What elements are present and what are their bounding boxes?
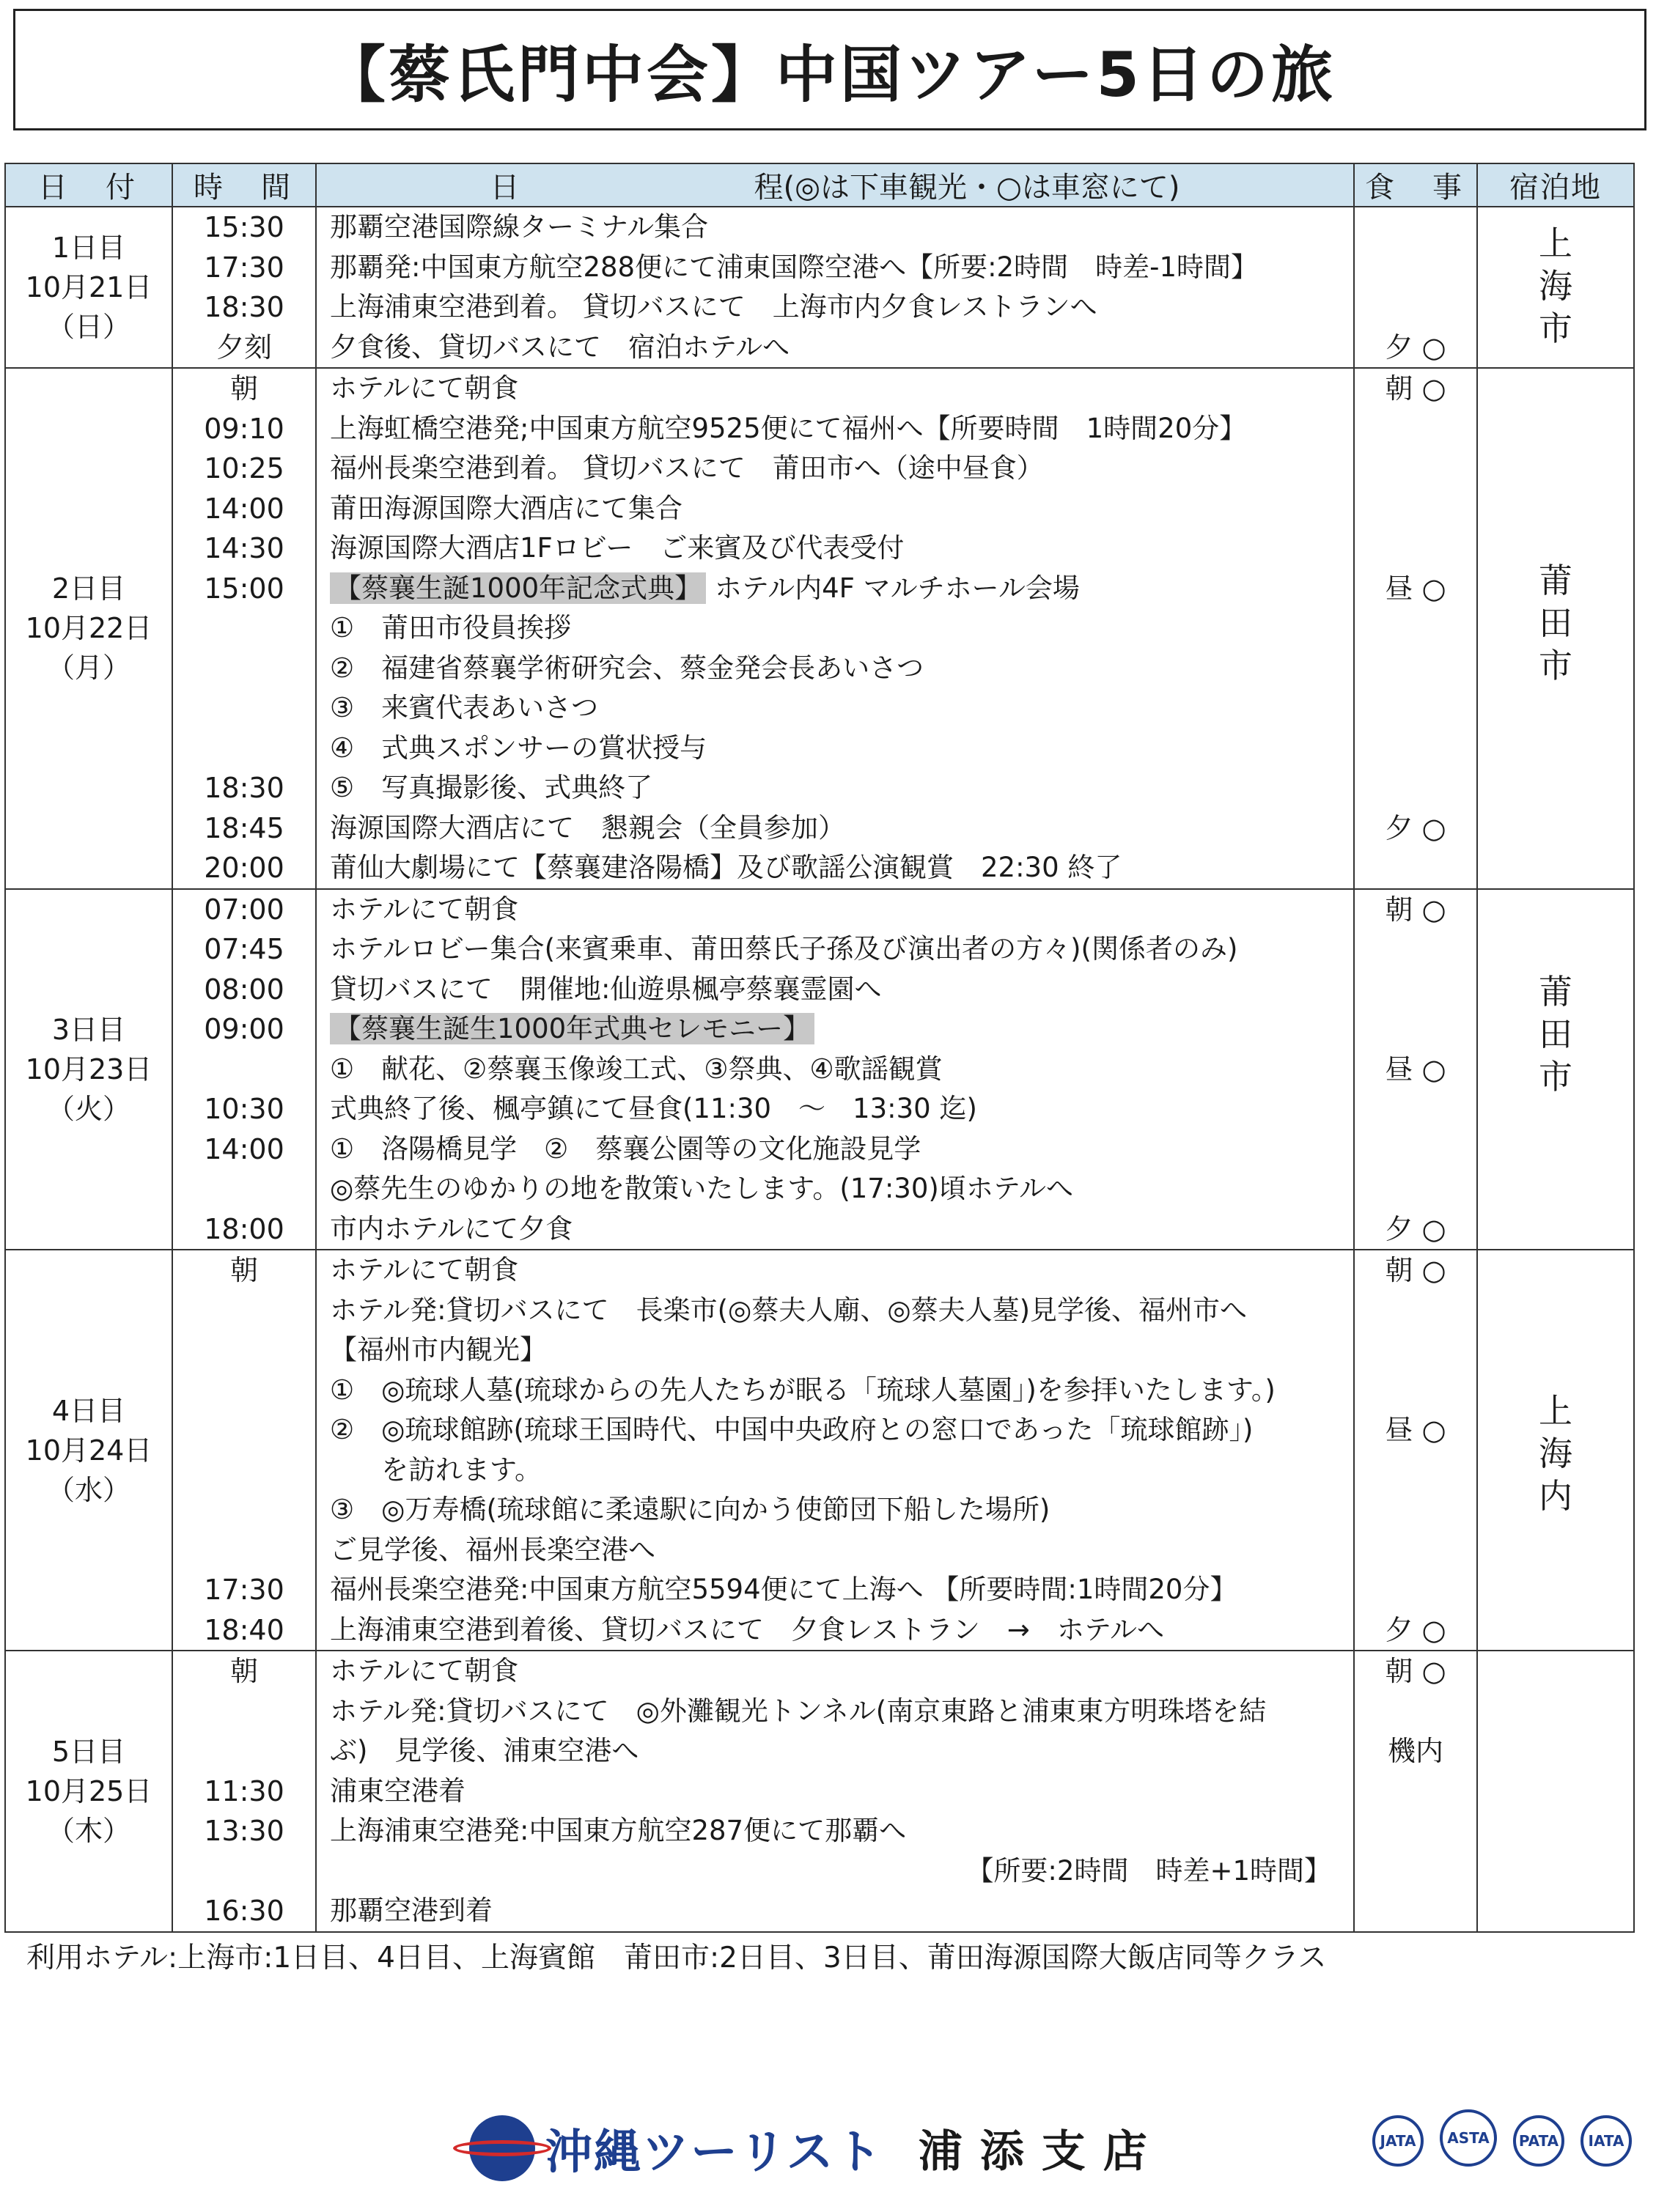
time-cell (172, 368, 316, 889)
day-day: 1日目 (51, 232, 126, 264)
title-box (13, 9, 1646, 130)
day-row (5, 1250, 1634, 1651)
lodging-cell (1477, 1651, 1634, 1932)
meal-entry (1355, 1490, 1476, 1530)
schedule-line: ホテルにて朝食 (330, 1254, 519, 1286)
schedule-line: ホテル発:貸切バスにて 長楽市(◎蔡夫人廟、◎蔡夫人墓)見学後、福州市へ (330, 1294, 1248, 1326)
lodging-cell (1477, 207, 1634, 368)
meal-entry: 夕 ○ (1385, 1212, 1446, 1245)
time-entry: 朝 (229, 1655, 258, 1687)
day-date-cell (5, 207, 172, 368)
time-entry (173, 1050, 315, 1090)
schedule-line: 福州長楽空港到着。 貸切バスにて 莆田市へ（途中昼食） (330, 452, 1044, 484)
meal-entry (1355, 1570, 1476, 1610)
schedule-line: 式典終了後、楓亭鎮にて昼食(11:30 ～ 13:30 迄) (330, 1093, 977, 1124)
time-entry: 10:30 (204, 1093, 284, 1125)
schedule-line: 浦東空港着 (330, 1774, 465, 1807)
meal-entry (1355, 688, 1476, 729)
iata-badge-icon: IATA (1580, 2115, 1632, 2167)
meal-entry (1355, 1891, 1476, 1931)
day-weekday: （火） (46, 1092, 130, 1125)
time-cell (172, 889, 316, 1250)
hotel-note: 利用ホテル:上海市:1日目、4日目、上海賓館 莆田市:2日目、3日目、莆田海源国際大飯店同等クラス (26, 1942, 1327, 1975)
meal-entry (1355, 1772, 1476, 1812)
time-entry (173, 1169, 315, 1209)
schedule-line: ホテルロビー集合(来賓乗車、莆田蔡氏子孫及び演出者の方々)(関係者のみ) (330, 933, 1238, 965)
lodging-name: 上海市 (1539, 224, 1572, 348)
schedule-cell (316, 207, 1354, 368)
lodging-cell (1477, 368, 1634, 889)
time-entry (173, 1731, 315, 1772)
lodging-cell (1477, 1250, 1634, 1651)
schedule-line: ご見学後、福州長楽空港へ (330, 1533, 655, 1566)
time-entry: 07:45 (204, 933, 284, 965)
event-venue: ホテル内4F マルチホール会場 (706, 572, 1080, 604)
lodging-name: 莆田市 (1539, 971, 1572, 1096)
lodging-cell (1477, 889, 1634, 1250)
meal-entry (1355, 248, 1476, 288)
time-entry (173, 1692, 315, 1732)
schedule-line: ① ◎琉球人墓(琉球からの先人たちが眠る「琉球人墓園」)を参拝いたします。) (330, 1374, 1276, 1406)
time-entry: 14:30 (204, 532, 284, 564)
day-row (5, 889, 1634, 1250)
meal-entry: 機内 (1387, 1735, 1443, 1767)
association-badges (1372, 2109, 1632, 2167)
time-entry: 10:25 (204, 452, 284, 484)
time-entry (173, 1371, 315, 1411)
day-date: 10月25日 (25, 1774, 152, 1807)
day-row (5, 1651, 1634, 1932)
schedule-cell (316, 1651, 1354, 1932)
time-entry: 09:10 (204, 412, 284, 445)
schedule-line: 【所要:2時間 時差+1時間】 (966, 1854, 1331, 1887)
time-entry (173, 608, 315, 649)
meal-entry (1355, 729, 1476, 769)
branch-name: 浦添支店 (918, 2126, 1165, 2178)
time-entry: 夕刻 (216, 331, 272, 364)
meal-entry (1355, 970, 1476, 1010)
asta-badge-icon: ASTA (1440, 2109, 1497, 2167)
header-schedule: 日 程(◎は下車観光・○は車窓にて) (316, 163, 1354, 207)
header-time: 時 間 (172, 163, 316, 207)
meal-entry (1355, 1089, 1476, 1129)
meal-entry (1355, 207, 1476, 248)
time-cell (172, 1651, 316, 1932)
meal-entry (1355, 528, 1476, 569)
company-name: 沖縄ツーリスト (545, 2126, 883, 2180)
meal-entry: 夕 ○ (1385, 811, 1446, 844)
schedule-line (330, 569, 1353, 609)
day-date-cell (5, 889, 172, 1250)
schedule-line: ⑤ 写真撮影後、式典終了 (330, 772, 653, 803)
highlighted-event: 【蔡襄生誕1000年記念式典】 (330, 572, 706, 604)
day-weekday: （日） (46, 311, 130, 343)
day-weekday: （木） (46, 1814, 130, 1847)
day-date: 10月23日 (25, 1052, 152, 1085)
time-entry (173, 1410, 315, 1450)
meal-entry: 朝 ○ (1385, 893, 1446, 926)
meal-entry (1355, 489, 1476, 529)
schedule-line: ホテル発:貸切バスにて ◎外灘観光トンネル(南京東路と浦東東方明珠塔を結 (330, 1695, 1267, 1727)
schedule-line: 上海浦東空港到着後、貸切バスにて 夕食レストラン → ホテルへ (330, 1613, 1165, 1645)
schedule-line: 貸切バスにて 開催地:仙遊県楓亭蔡襄霊園へ (330, 973, 882, 1005)
meal-entry: 朝 ○ (1385, 1254, 1446, 1286)
time-entry (173, 688, 315, 729)
schedule-line: 莆田海源国際大酒店にて集合 (330, 492, 682, 524)
day-date-cell (5, 1651, 172, 1932)
pata-badge-icon: PATA (1513, 2115, 1564, 2167)
schedule-line: ホテルにて朝食 (330, 372, 519, 404)
meal-entry (1355, 649, 1476, 689)
schedule-line: 上海虹橋空港発;中国東方航空9525便にて福州へ【所要時間 1時間20分】 (330, 412, 1247, 444)
day-date-cell (5, 1250, 172, 1651)
meal-entry: 朝 ○ (1385, 1655, 1446, 1687)
day-date-cell (5, 368, 172, 889)
meal-cell (1354, 1651, 1477, 1932)
time-entry: 15:00 (204, 572, 284, 605)
lodging-name: 莆田市 (1539, 561, 1572, 685)
time-entry (173, 1851, 315, 1892)
meal-entry (1355, 1692, 1476, 1732)
day-weekday: （月） (46, 652, 130, 685)
schedule-line: ホテルにて朝食 (330, 893, 519, 925)
meal-entry (1355, 287, 1476, 328)
day-day: 5日目 (51, 1735, 126, 1768)
schedule-line: 那覇発:中国東方航空288便にて浦東国際空港へ【所要:2時間 時差-1時間】 (330, 251, 1258, 283)
time-entry: 朝 (229, 1254, 258, 1286)
meal-entry (1355, 1371, 1476, 1411)
schedule-line: ① 献花、②蔡襄玉像竣工式、③祭典、④歌謡観賞 (330, 1052, 943, 1085)
schedule-line: 那覇空港国際線ターミナル集合 (330, 211, 709, 243)
schedule-line: 那覇空港到着 (330, 1895, 493, 1926)
meal-entry (1355, 1330, 1476, 1371)
meal-entry: 昼 ○ (1385, 572, 1446, 605)
schedule-cell (316, 368, 1354, 889)
time-cell (172, 207, 316, 368)
schedule-line: ◎蔡先生のゆかりの地を散策いたします。(17:30)頃ホテルへ (330, 1173, 1073, 1204)
meal-cell (1354, 368, 1477, 889)
schedule-cell (316, 1250, 1354, 1651)
time-entry: 14:00 (204, 492, 284, 525)
page-title: 【蔡氏門中会】中国ツアー5日の旅 (324, 38, 1336, 111)
meal-entry (1355, 768, 1476, 808)
time-entry: 18:00 (204, 1212, 284, 1245)
meal-entry (1355, 1291, 1476, 1331)
meal-entry (1355, 1169, 1476, 1209)
day-day: 3日目 (51, 1013, 126, 1046)
time-entry: 08:00 (204, 973, 284, 1006)
meal-cell (1354, 889, 1477, 1250)
itinerary-table (4, 163, 1635, 1933)
time-entry: 11:30 (204, 1774, 284, 1807)
time-entry: 07:00 (204, 893, 284, 926)
schedule-line: 市内ホテルにて夕食 (330, 1212, 573, 1245)
time-entry (173, 1291, 315, 1331)
time-entry: 18:40 (204, 1613, 284, 1646)
time-cell (172, 1250, 316, 1651)
schedule-line: ③ ◎万寿橋(琉球館に柔遠駅に向かう使節団下船した場所) (330, 1494, 1050, 1525)
header-date: 日 付 (5, 163, 172, 207)
meal-entry (1355, 929, 1476, 970)
time-entry: 09:00 (204, 1013, 284, 1045)
meal-entry: 夕 ○ (1385, 331, 1446, 364)
highlighted-event: 【蔡襄生誕生1000年式典セレモニー】 (330, 1013, 814, 1044)
time-entry: 20:00 (204, 852, 284, 884)
time-entry: 18:30 (204, 291, 284, 323)
meal-entry (1355, 1851, 1476, 1892)
schedule-line (330, 1009, 1353, 1050)
meal-entry: 昼 ○ (1385, 1414, 1446, 1446)
day-weekday: （水） (46, 1473, 130, 1506)
day-row (5, 207, 1634, 368)
jata-badge-icon: JATA (1372, 2115, 1424, 2167)
schedule-line: 莆仙大劇場にて【蔡襄建洛陽橋】及び歌謡公演観賞 22:30 終了 (330, 852, 1122, 883)
meal-entry: 夕 ○ (1385, 1613, 1446, 1646)
day-date: 10月22日 (25, 612, 152, 645)
meal-entry (1355, 409, 1476, 449)
header-lodging: 宿泊地 (1477, 163, 1634, 207)
meal-entry (1355, 1009, 1476, 1050)
meal-entry (1355, 848, 1476, 888)
time-entry: 朝 (229, 372, 258, 405)
day-day: 2日目 (51, 572, 126, 605)
schedule-line: ① 洛陽橋見学 ② 蔡襄公園等の文化施設見学 (330, 1132, 921, 1165)
time-entry (173, 1450, 315, 1491)
schedule-line: ぶ) 見学後、浦東空港へ (330, 1735, 639, 1766)
schedule-line: 海源国際大酒店にて 懇親会（全員参加） (330, 811, 845, 844)
schedule-line: 福州長楽空港発:中国東方航空5594便にて上海へ 【所要時間:1時間20分】 (330, 1574, 1237, 1605)
meal-cell (1354, 1250, 1477, 1651)
meal-entry (1355, 1129, 1476, 1170)
globe-icon (469, 2115, 535, 2181)
schedule-line: 【福州市内観光】 (330, 1334, 547, 1365)
schedule-line: ② ◎琉球館跡(琉球王国時代、中国中央政府との窓口であった「琉球館跡」) (330, 1414, 1254, 1445)
day-row (5, 368, 1634, 889)
day-date: 10月24日 (25, 1434, 152, 1467)
time-entry: 18:30 (204, 772, 284, 804)
time-entry: 13:30 (204, 1815, 284, 1847)
time-entry (173, 1330, 315, 1371)
day-day: 4日目 (51, 1394, 126, 1427)
meal-entry: 昼 ○ (1385, 1052, 1446, 1085)
header-row (5, 163, 1634, 207)
schedule-line: 夕食後、貸切バスにて 宿泊ホテルへ (330, 331, 790, 363)
meal-entry: 朝 ○ (1385, 372, 1446, 405)
schedule-line: 海源国際大酒店1Fロビー ご来賓及び代表受付 (330, 532, 905, 564)
meal-entry (1355, 1450, 1476, 1491)
day-date: 10月21日 (25, 271, 152, 303)
schedule-line: 上海浦東空港到着。 貸切バスにて 上海市内夕食レストランへ (330, 291, 1097, 322)
lodging-name: 上海内 (1539, 1391, 1572, 1516)
company-logo-area (469, 2115, 1165, 2181)
meal-entry (1355, 1530, 1476, 1571)
schedule-line: ④ 式典スポンサーの賞状授与 (330, 731, 707, 764)
time-entry (173, 729, 315, 769)
schedule-line: ② 福建省蔡襄学術研究会、蔡金発会長あいさつ (330, 652, 924, 684)
schedule-cell (316, 889, 1354, 1250)
time-entry (173, 1490, 315, 1530)
schedule-line: ホテルにて朝食 (330, 1655, 519, 1686)
schedule-line: 上海浦東空港発:中国東方航空287便にて那覇へ (330, 1815, 907, 1846)
time-entry: 18:45 (204, 811, 284, 844)
meal-cell (1354, 207, 1477, 368)
schedule-line: ① 莆田市役員挨拶 (330, 612, 572, 644)
time-entry: 15:30 (204, 211, 284, 243)
time-entry (173, 1530, 315, 1571)
time-entry: 16:30 (204, 1895, 284, 1927)
time-entry: 17:30 (204, 1574, 284, 1606)
meal-entry (1355, 1811, 1476, 1851)
meal-entry (1355, 608, 1476, 649)
time-entry: 17:30 (204, 251, 284, 284)
schedule-line: を訪れます。 (381, 1453, 542, 1486)
time-entry (173, 649, 315, 689)
header-meals: 食 事 (1354, 163, 1477, 207)
time-entry: 14:00 (204, 1132, 284, 1165)
meal-entry (1355, 449, 1476, 489)
schedule-line: ③ 来賓代表あいさつ (330, 692, 599, 723)
